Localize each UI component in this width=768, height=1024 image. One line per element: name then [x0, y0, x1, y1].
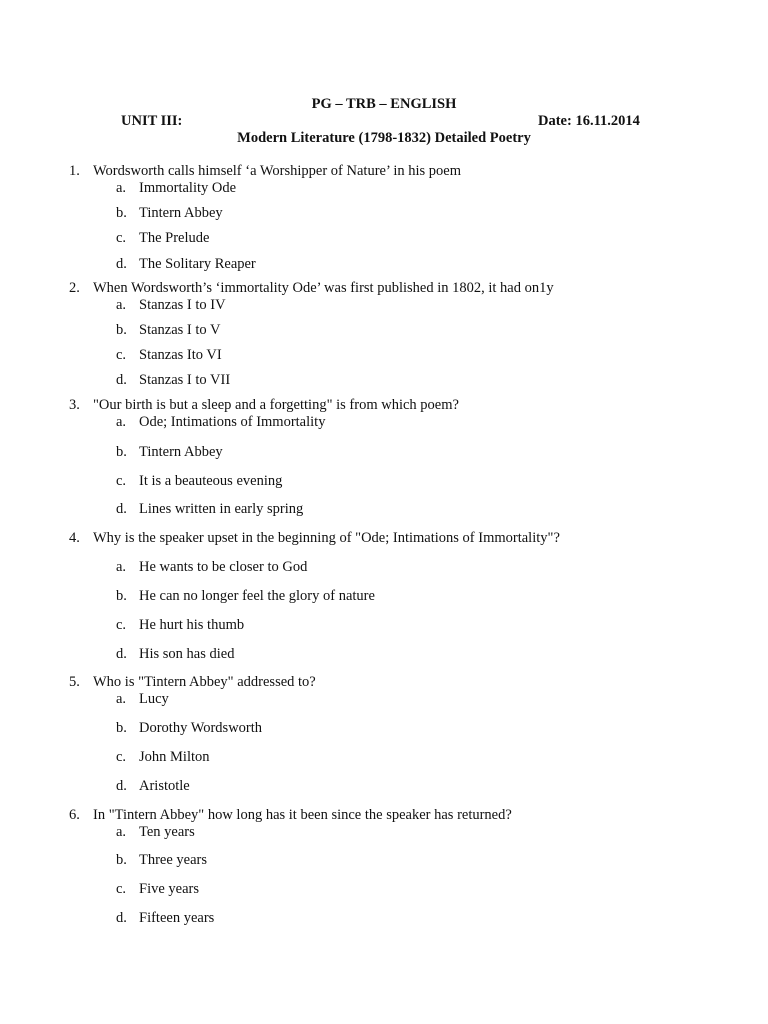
option-text: Tintern Abbey	[139, 444, 223, 460]
option-letter: c.	[116, 347, 127, 363]
option-text: It is a beauteous evening	[139, 473, 283, 489]
option-letter: d.	[116, 910, 127, 926]
question-number: 6.	[69, 807, 80, 823]
option-text: Aristotle	[139, 778, 190, 794]
option-text: The Prelude	[139, 230, 210, 246]
option-letter: b.	[116, 205, 127, 221]
option-letter: a.	[116, 414, 127, 430]
option-text: Stanzas I to IV	[139, 297, 226, 313]
option-letter: c.	[116, 230, 127, 246]
date-label: Date: 16.11.2014	[538, 113, 640, 129]
option-text: Ode; Intimations of Immortality	[139, 414, 326, 430]
option-text: Five years	[139, 881, 199, 897]
option-text: Lucy	[139, 691, 169, 707]
option-letter: b.	[116, 588, 127, 604]
option-text: Ten years	[139, 824, 195, 840]
option-text: He can no longer feel the glory of nature	[139, 588, 375, 604]
option-text: Tintern Abbey	[139, 205, 223, 221]
option-letter: a.	[116, 559, 127, 575]
option-letter: c.	[116, 881, 127, 897]
page-title: PG – TRB – ENGLISH	[311, 96, 457, 112]
option-letter: a.	[116, 180, 127, 196]
question-text: Who is "Tintern Abbey" addressed to?	[93, 674, 316, 690]
question-text: Wordsworth calls himself ‘a Worshipper of Nature’ in his poem	[93, 163, 462, 179]
question-number: 5.	[69, 674, 80, 690]
option-text: John Milton	[139, 749, 210, 765]
question-text: When Wordsworth’s ‘immortality Ode’ was first published in 1802, it had on1y	[93, 280, 554, 296]
page-subtitle: Modern Literature (1798-1832) Detailed Poetry	[237, 130, 531, 146]
option-letter: d.	[116, 646, 127, 662]
option-letter: c.	[116, 749, 127, 765]
question-number: 1.	[69, 163, 80, 179]
option-letter: a.	[116, 691, 127, 707]
option-letter: b.	[116, 444, 127, 460]
option-letter: d.	[116, 256, 127, 272]
question-number: 2.	[69, 280, 80, 296]
option-letter: d.	[116, 778, 127, 794]
question-number: 4.	[69, 530, 80, 546]
question-text: In "Tintern Abbey" how long has it been since the speaker has returned?	[93, 807, 512, 823]
option-text: Stanzas I to V	[139, 322, 221, 338]
unit-label: UNIT III:	[121, 113, 183, 129]
option-text: Fifteen years	[139, 910, 215, 926]
option-letter: b.	[116, 720, 127, 736]
option-text: Immortality Ode	[139, 180, 237, 196]
option-letter: a.	[116, 824, 127, 840]
option-text: Stanzas Ito VI	[139, 347, 222, 363]
option-text: He wants to be closer to God	[139, 559, 308, 575]
option-text: Three years	[139, 852, 208, 868]
option-text: He hurt his thumb	[139, 617, 245, 633]
option-text: His son has died	[139, 646, 235, 662]
option-letter: d.	[116, 501, 127, 517]
option-letter: b.	[116, 852, 127, 868]
question-number: 3.	[69, 397, 80, 413]
option-text: The Solitary Reaper	[139, 256, 256, 272]
option-letter: c.	[116, 473, 127, 489]
option-letter: c.	[116, 617, 127, 633]
question-text: "Our birth is but a sleep and a forgetting" is from which poem?	[93, 397, 459, 413]
option-text: Stanzas I to VII	[139, 372, 231, 388]
option-letter: a.	[116, 297, 127, 313]
question-text: Why is the speaker upset in the beginning of "Ode; Intimations of Immortality"?	[93, 530, 560, 546]
option-text: Lines written in early spring	[139, 501, 304, 517]
option-letter: d.	[116, 372, 127, 388]
option-letter: b.	[116, 322, 127, 338]
option-text: Dorothy Wordsworth	[139, 720, 263, 736]
